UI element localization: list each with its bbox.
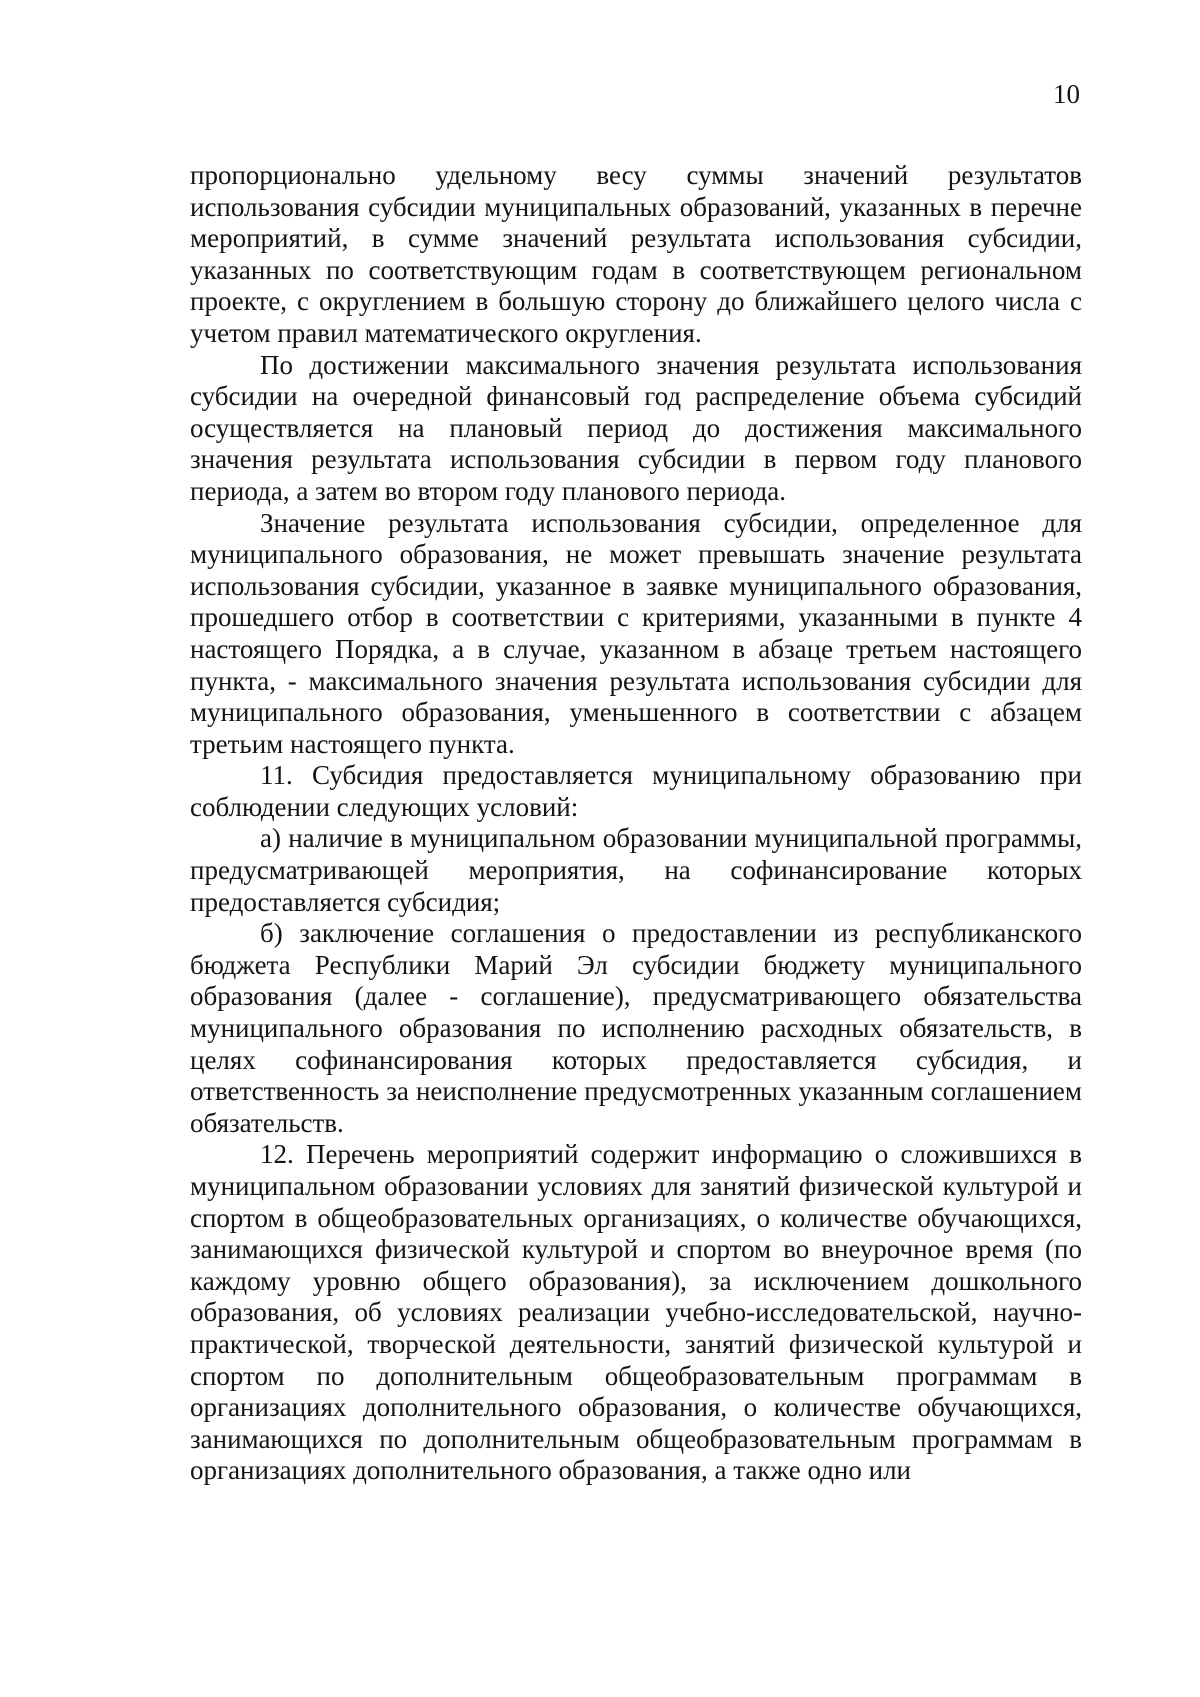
paragraph-condition-b: б) заключение соглашения о предоставлении из республиканского бюджета Республики Марий Эл субсидии бюджету муниципального образования (далее - соглашение), предусматривающего обязательства муниципального образования по исполнению расходных обязательств, в целях софинансирования которых предоставляется субсидия, и ответственность за неисполнение предусмотренных указанным соглашением обязательств. [190, 918, 1082, 1138]
page-number: 10 [1053, 79, 1080, 109]
paragraph-max-value: По достижении максимального значения результата использования субсидии на очередной финансовый год распределение объема субсидий осуществляется на плановый период до достижения максимального значения результата использования субсидии в первом году планового периода, а затем во втором году планового периода. [190, 349, 1082, 506]
document-body [190, 160, 1082, 1487]
paragraph-result-value: Значение результата использования субсидии, определенное для муниципального образования, не может превышать значение результата использования субсидии, указанное в заявке муниципального образования, прошедшего отбор в соответствии с критериями, указанными в пункте 4 настоящего Порядка, а в случае, указанном в абзаце третьем настоящего пункта, - максимального значения результата использования субсидии для муниципального образования, уменьшенного в соответствии с абзацем третьим настоящего пункта. [190, 507, 1082, 759]
paragraph-clause-12: 12. Перечень мероприятий содержит информацию о сложившихся в муниципальном образовании условиях для занятий физической культурой и спортом в общеобразовательных организациях, о количестве обучающихся, занимающихся физической культурой и спортом во внеурочное время (по каждому уровню общего образования), за исключением дошкольного образования, об условиях реализации учебно-исследовательской, научно-практической, творческой деятельности, занятий физической культурой и спортом по дополнительным общеобразовательным программам в организациях дополнительного образования, о количестве обучающихся, занимающихся по дополнительным общеобразовательным программам в организациях дополнительного образования, а также одно или [190, 1139, 1082, 1486]
paragraph-clause-11: 11. Субсидия предоставляется муниципальному образованию при соблюдении следующих условий: [190, 760, 1082, 822]
paragraph-continuation: пропорционально удельному весу суммы значений результатов использования субсидии муниципальных образований, указанных в перечне мероприятий, в сумме значений результата использования субсидии, указанных по соответствующим годам в соответствующем региональном проекте, с округлением в большую сторону до ближайшего целого числа с учетом правил математического округления. [190, 160, 1082, 348]
paragraph-condition-a: а) наличие в муниципальном образовании муниципальной программы, предусматривающей мероприятия, на софинансирование которых предоставляется субсидия; [190, 823, 1082, 917]
